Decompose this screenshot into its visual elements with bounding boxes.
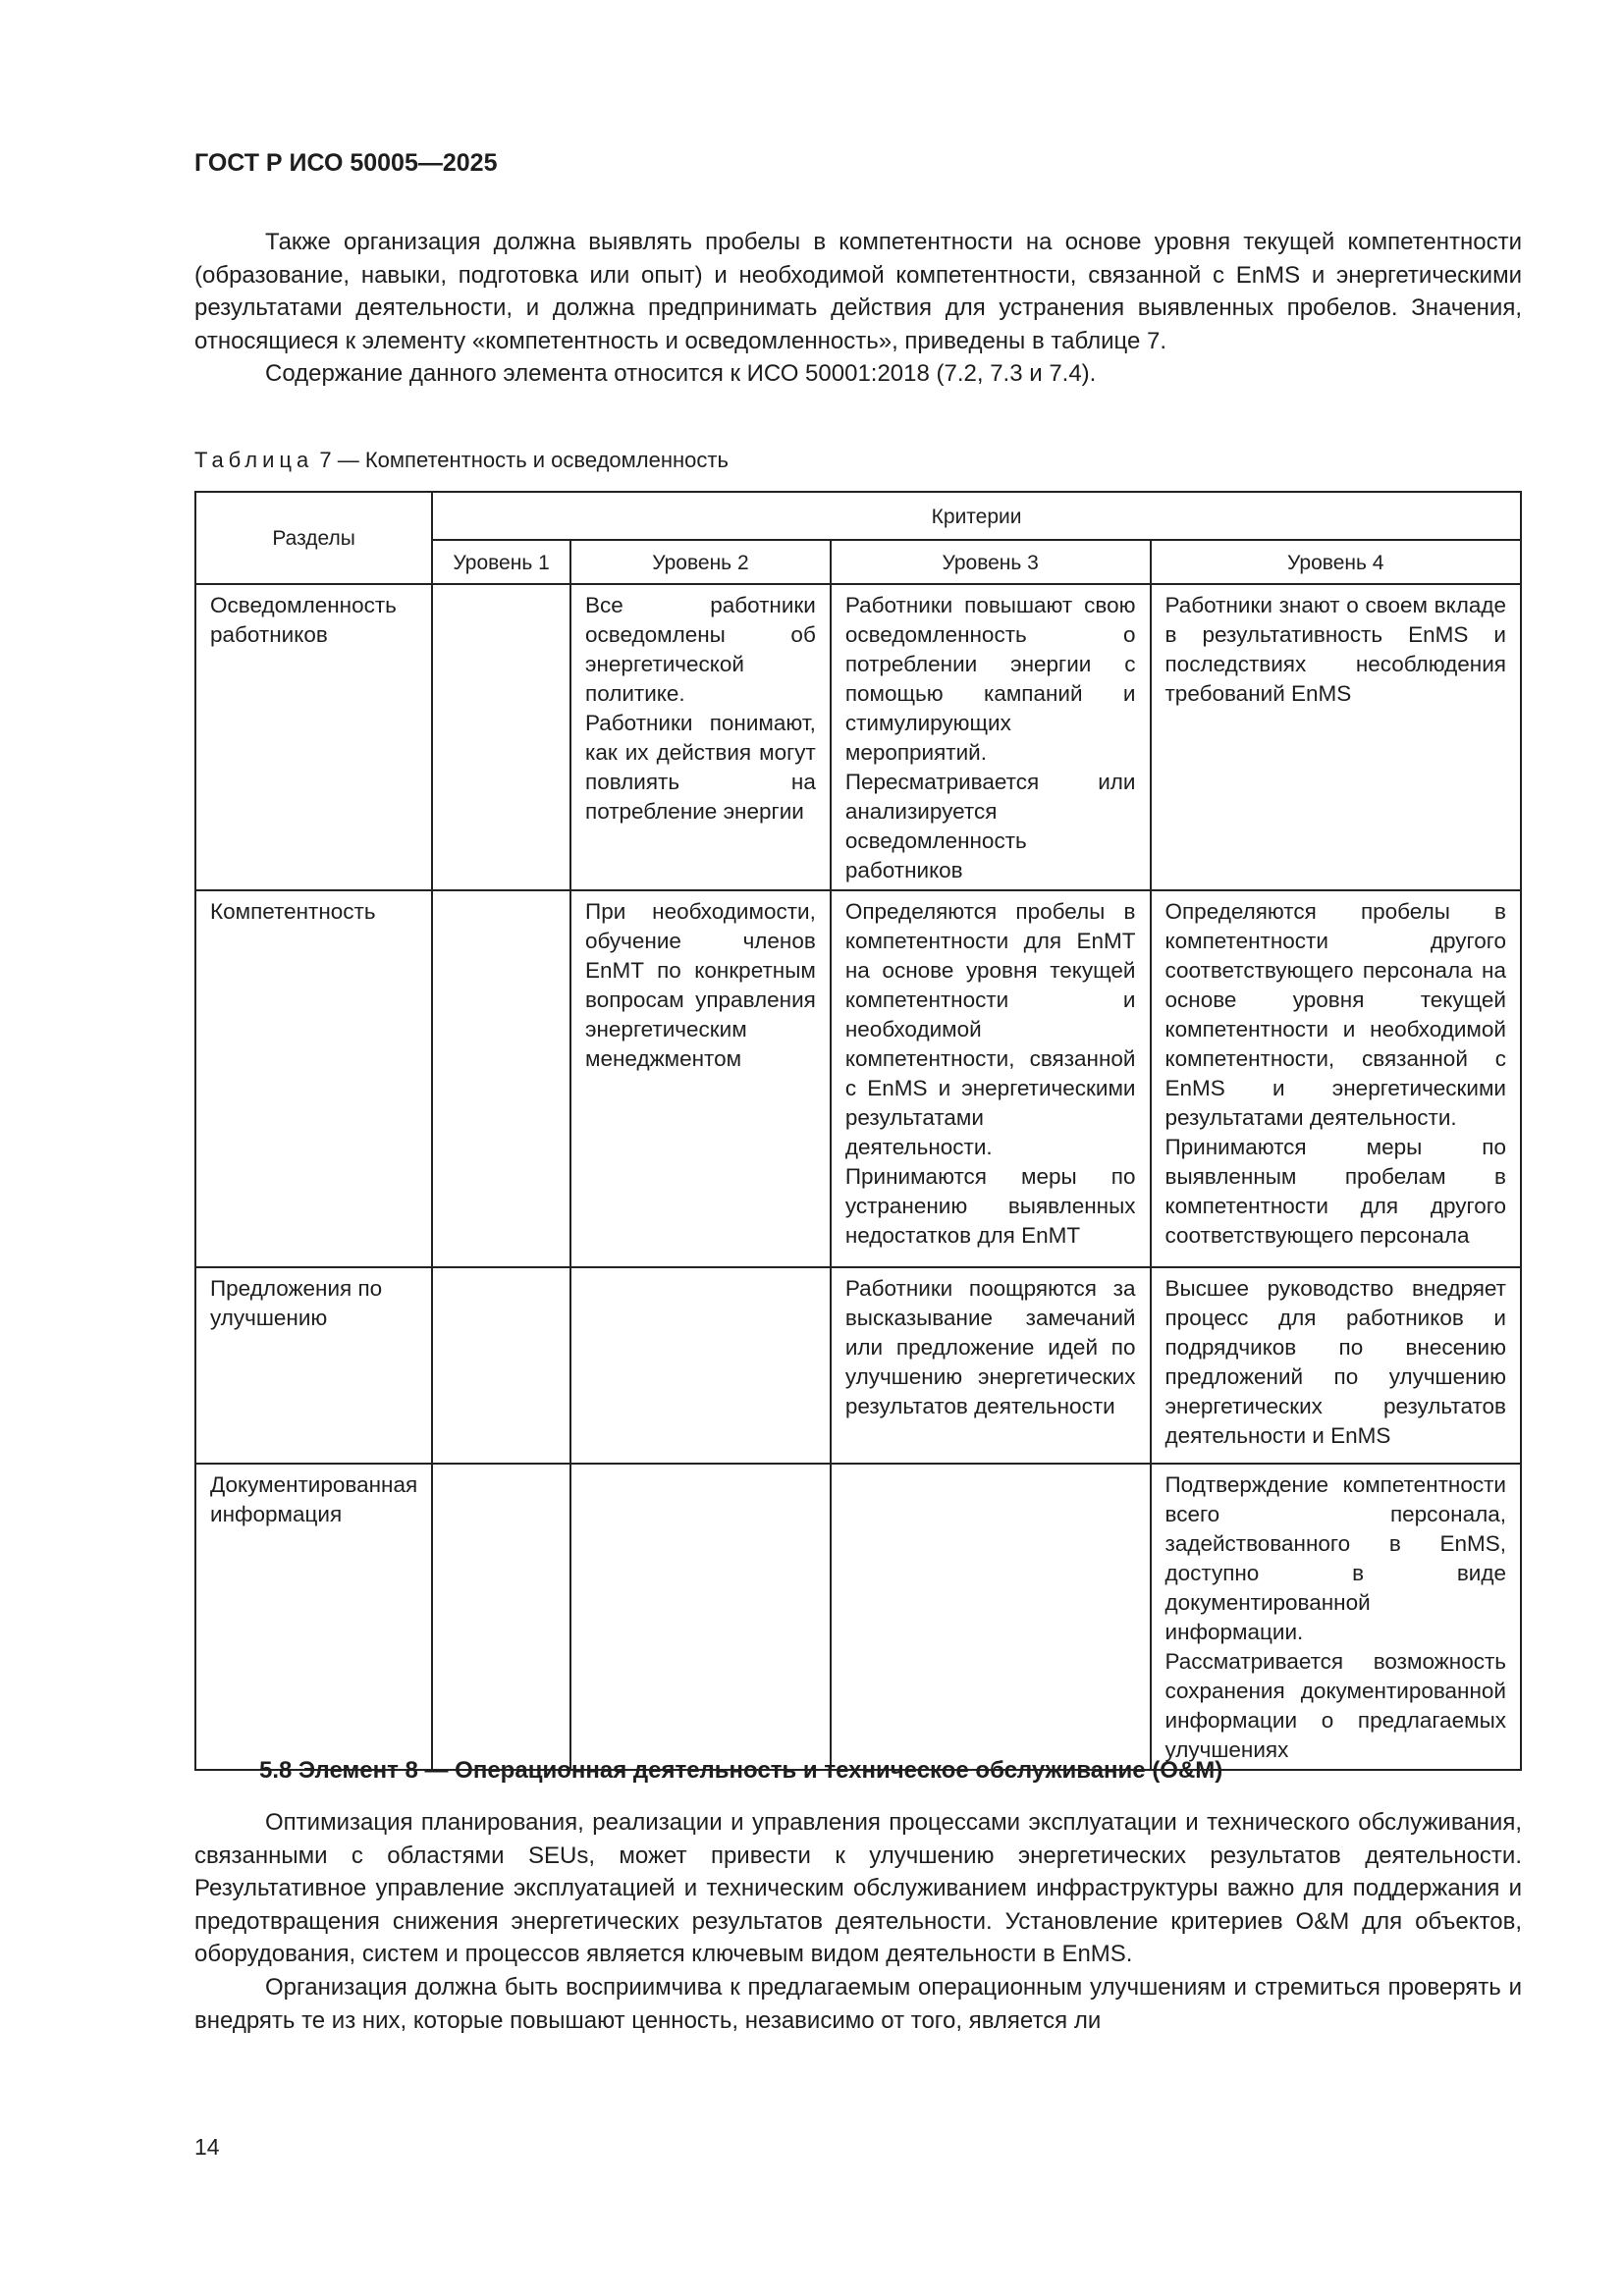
table-row	[195, 1464, 1521, 1770]
row-section: Документированная информация	[195, 1464, 432, 1770]
row-section: Компетентность	[195, 890, 432, 1267]
cell-paragraph: Все работники осведомлены об энергетической политике.	[585, 593, 816, 706]
level-2-cell	[570, 1464, 831, 1770]
row-section: Предложения по улучшению	[195, 1267, 432, 1464]
cell-paragraph: Высшее руководство внедряет процесс для работников и подрядчиков по внесению предложений по улучшению энергетических результатов деятельности и EnMS	[1164, 1276, 1506, 1448]
level-4-cell	[1151, 1464, 1522, 1770]
intro-text	[194, 226, 1522, 391]
level-1-cell	[432, 1267, 570, 1464]
paragraph: Организация должна быть восприимчива к предлагаемым операционным улучшениям и стремиться проверять и внедрять те из них, которые повышают ценность, независимо от того, является ли	[194, 1973, 1522, 2034]
cell-paragraph: Подтверждение компетентности всего персонала, задействованного в EnMS, доступно в виде документированной информации.	[1164, 1472, 1506, 1644]
cell-paragraph: Работники знают о своем вкладе в результативность EnMS и последствиях несоблюдения требований EnMS	[1164, 593, 1506, 706]
header-level-1: Уровень 1	[432, 540, 570, 584]
level-1-cell	[432, 890, 570, 1267]
cell-paragraph: Определяются пробелы в компетентности для EnMT на основе уровня текущей компетентности и необходимой компетентности, связанной с EnMS и энергетическими результатами деятельности.	[844, 899, 1136, 1159]
level-4-cell	[1151, 1267, 1522, 1464]
cell-paragraph: Работники повышают свою осведомленность о потреблении энергии с помощью кампаний и стимулирующих мероприятий.	[844, 593, 1136, 765]
table-caption	[194, 448, 729, 473]
paragraph: Оптимизация планирования, реализации и управления процессами эксплуатации и технического обслуживания, связанными с областями SEUs, может привести к улучшению энергетических результатов деятельности. Результативное управление эксплуатацией и техническим обслуживанием инфраструктуры важно для поддержания и предотвращения снижения энергетических результатов деятельности. Установление критериев O&M для объектов, оборудования, систем и процессов является ключевым видом деятельности в EnMS.	[194, 1809, 1522, 1968]
header-level-3: Уровень 3	[831, 540, 1151, 584]
cell-paragraph: Пересматривается или анализируется осведомленность работников	[844, 770, 1136, 882]
cell-paragraph: Принимаются меры по устранению выявленных недостатков для EnMT	[844, 1164, 1136, 1248]
level-3-cell	[831, 1464, 1151, 1770]
level-3-cell	[831, 890, 1151, 1267]
header-level-4: Уровень 4	[1151, 540, 1522, 584]
level-3-cell	[831, 1267, 1151, 1464]
paragraph: Также организация должна выявлять пробелы в компетентности на основе уровня текущей компетентности (образование, навыки, подготовка или опыт) и необходимой компетентности, связанной с EnMS и энергетическими результатами деятельности, и должна предпринимать действия для устранения выявленных пробелов. Значения, относящиеся к элементу «компетентность и осведомленность», приведены в таблице 7.	[194, 229, 1522, 354]
cell-paragraph: Рассматривается возможность сохранения документированной информации о предлагаемых улучшениях	[1164, 1649, 1506, 1762]
cell-paragraph: Работники поощряются за высказывание замечаний или предложение идей по улучшению энергетических результатов деятельности	[844, 1276, 1136, 1418]
caption-prefix: Таблица	[194, 448, 314, 472]
row-section: Осведомленность работников	[195, 584, 432, 890]
cell-paragraph: Определяются пробелы в компетентности другого соответствующего персонала на основе уровня текущей компетентности и необходимой компетентности, связанной с EnMS и энергетическими результатами деятельности.	[1164, 899, 1506, 1130]
header-criteria: Критерии	[432, 492, 1521, 540]
level-2-cell	[570, 1267, 831, 1464]
page-number: 14	[194, 2134, 220, 2160]
cell-paragraph: Работники понимают, как их действия могут повлиять на потребление энергии	[585, 711, 816, 824]
level-2-cell	[570, 890, 831, 1267]
header-level-2: Уровень 2	[570, 540, 831, 584]
header-sections: Разделы	[195, 492, 432, 584]
paragraph: Содержание данного элемента относится к ИСО 50001:2018 (7.2, 7.3 и 7.4).	[265, 360, 1097, 388]
level-1-cell	[432, 1464, 570, 1770]
level-4-cell	[1151, 584, 1522, 890]
level-3-cell	[831, 584, 1151, 890]
table-row	[195, 890, 1521, 1267]
competence-table	[194, 491, 1522, 1771]
level-2-cell	[570, 584, 831, 890]
level-4-cell	[1151, 890, 1522, 1267]
table-row	[195, 1267, 1521, 1464]
caption-title: 7 — Компетентность и осведомленность	[319, 448, 729, 472]
om-text	[194, 1806, 1522, 2037]
cell-paragraph: При необходимости, обучение членов EnMT по конкретным вопросам управления энергетическим менеджментом	[585, 899, 816, 1071]
level-1-cell	[432, 584, 570, 890]
cell-paragraph: Принимаются меры по выявленным пробелам в компетентности для другого соответствующего персонала	[1164, 1135, 1506, 1248]
document-header: ГОСТ Р ИСО 50005—2025	[194, 149, 498, 177]
table-row	[195, 584, 1521, 890]
section-heading: 5.8 Элемент 8 — Операционная деятельность и техническое обслуживание (O&M)	[259, 1757, 1223, 1784]
